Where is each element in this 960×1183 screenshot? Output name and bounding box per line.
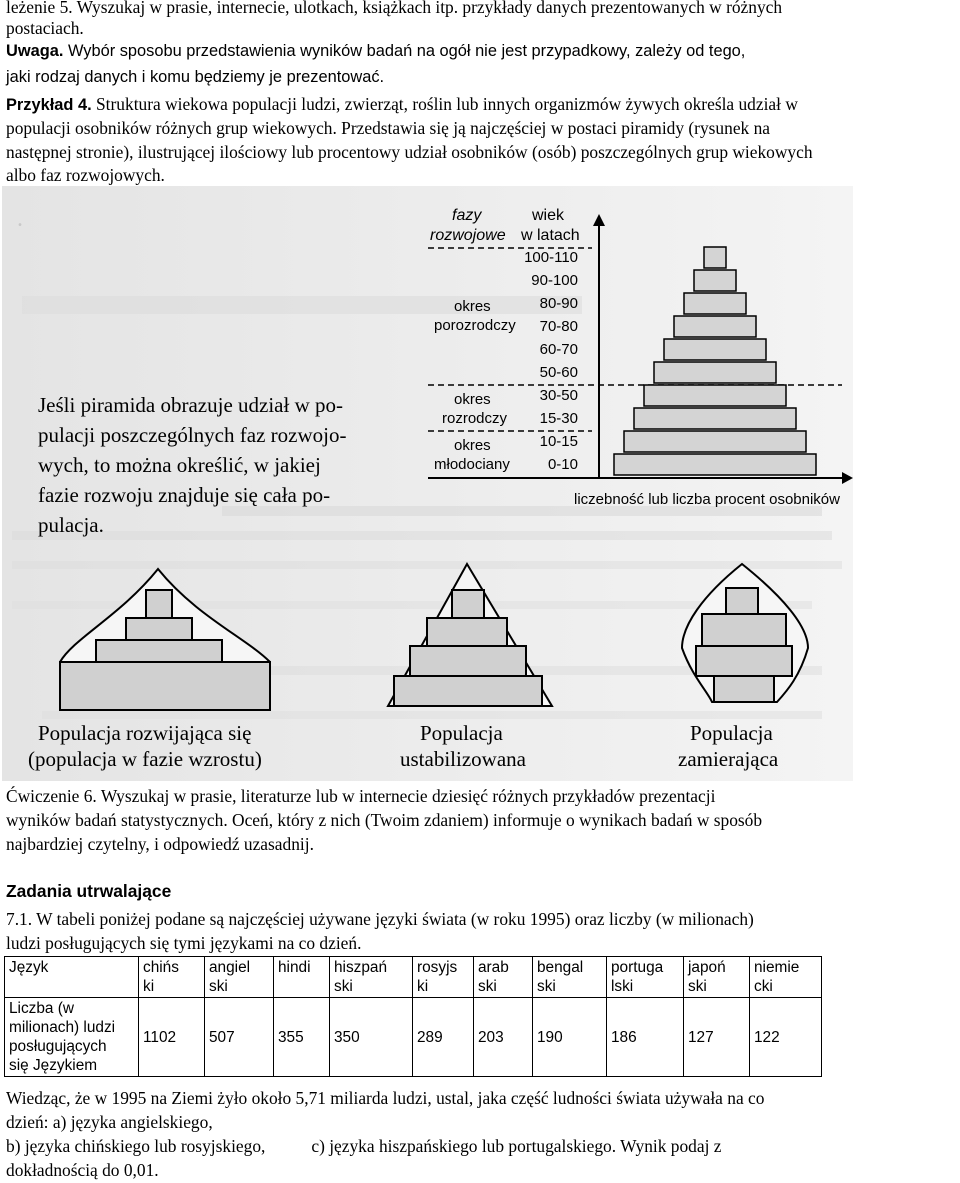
x-axis-label: liczebność lub liczba procent osobników <box>574 491 840 508</box>
table-header-cell <box>205 957 274 998</box>
row-label-line: milionach) ludzi <box>9 1019 116 1036</box>
language-name-line: angiel <box>209 959 251 976</box>
language-name-line: ki <box>417 978 429 995</box>
age-pyramid-bar <box>674 316 756 337</box>
phase-label-post-2: porozrodczy <box>434 317 516 334</box>
table-cell-value: 127 <box>684 998 750 1077</box>
header-age-label: wiek <box>532 207 565 224</box>
table-cell-value: 190 <box>533 998 607 1077</box>
bleed-through-text: . <box>17 206 23 232</box>
age-pyramid-bar <box>614 454 816 475</box>
language-name-line: chińs <box>143 959 179 976</box>
pyramid-tier <box>146 590 172 618</box>
bleed-through-band <box>22 296 582 314</box>
pyramid-caption: (populacja w fazie wzrostu) <box>28 747 262 771</box>
language-name-line: niemie <box>754 959 800 976</box>
pyramid-caption: Populacja <box>690 721 773 745</box>
table-row <box>5 998 822 1077</box>
bleed-through-band <box>12 561 842 569</box>
table-cell-value: 289 <box>413 998 474 1077</box>
pyramid-caption: zamierająca <box>678 747 779 771</box>
header-phases-label: fazy <box>452 207 482 224</box>
age-group-label: 100-110 <box>524 249 578 266</box>
uwaga-text: Wybór sposobu przedstawienia wyników badań na ogół nie jest przypadkowy, zależy od tego, <box>63 42 746 60</box>
population-pyramid-figure <box>2 186 853 781</box>
paragraph-line: jaki rodzaj danych i komu będziemy je prezentować. <box>6 68 385 86</box>
pyramid-tier <box>702 614 786 646</box>
przyklad-paragraph <box>6 93 798 116</box>
table-cell-value: 122 <box>750 998 822 1077</box>
age-group-label: 10-15 <box>539 433 578 450</box>
pyramid-tier <box>696 646 792 676</box>
age-pyramid-bar <box>684 293 746 314</box>
languages-table <box>4 956 822 1077</box>
header-phases-label-2: rozwojowe <box>430 227 506 244</box>
language-name-line: ski <box>537 978 556 995</box>
language-name-line: japoń <box>688 959 726 976</box>
age-group-label: 70-80 <box>539 318 578 335</box>
paragraph-line: Wiedząc, że w 1995 na Ziemi żyło około 5,71 miliarda ludzi, ustal, jaka część ludności świata używała na co <box>6 1088 765 1108</box>
paragraph-line: leżenie 5. Wyszukaj w prasie, internecie, ulotkach, książkach itp. przykłady danych prezentowanych w różnych <box>6 0 783 17</box>
pyramid-tier <box>410 646 526 676</box>
figure-caption-line: wych, to można określić, w jakiej <box>38 453 321 477</box>
figure-caption-line: Jeśli piramida obrazuje udział w po- <box>38 393 343 417</box>
section-heading: Zadania utrwalające <box>6 881 172 901</box>
row-label-line: Liczba (w <box>9 1000 75 1017</box>
language-name-line: hiszpań <box>334 959 388 976</box>
paragraph-line: postaciach. <box>6 18 84 38</box>
uwaga-paragraph <box>6 40 745 62</box>
table-cell-value: 1102 <box>139 998 205 1077</box>
figure-caption-line: fazie rozwoju znajduje się cała po- <box>38 483 331 507</box>
text-fragment: dzień: <box>6 1112 53 1132</box>
table-header-cell <box>750 957 822 998</box>
table-cell-value: 350 <box>330 998 413 1077</box>
task-7-1-line: 7.1. W tabeli poniżej podane są najczęściej używane języki świata (w roku 1995) oraz liczby (w milionach) <box>6 909 754 929</box>
language-name-line: hindi <box>278 959 311 976</box>
pyramid-caption: ustabilizowana <box>400 747 526 771</box>
paragraph-line: wyników badań statystycznych. Oceń, który z nich (Twoim zdaniem) informuje o wynikach badań w sposób <box>6 810 763 830</box>
pyramid-tier <box>394 676 542 706</box>
paragraph-line: populacji osobników różnych grup wiekowych. Przedstawia się ją najczęściej w postaci piramidy (rysunek na <box>6 118 770 138</box>
age-pyramid-bar <box>634 408 796 429</box>
table-header-cell <box>607 957 684 998</box>
language-name-line: arab <box>478 959 509 976</box>
paragraph-line: najbardziej czytelny, i odpowiedź uzasadnij. <box>6 834 314 854</box>
bleed-through-band <box>12 531 832 540</box>
przyklad-text: Struktura wiekowa populacji ludzi, zwierząt, roślin lub innych organizmów żywych określa udział w <box>91 94 798 114</box>
table-row-label <box>5 998 139 1077</box>
phase-label-young: okres <box>454 437 491 454</box>
figure-svg <box>2 186 853 781</box>
table-header-row <box>5 957 822 998</box>
table-cell-value: 186 <box>607 998 684 1077</box>
age-pyramid-bar <box>664 339 766 360</box>
language-name-line: rosyjs <box>417 959 458 976</box>
language-name-line: ki <box>143 978 155 995</box>
age-pyramid-bar <box>654 362 776 383</box>
phase-label-repro: okres <box>454 391 491 408</box>
table-header-cell <box>330 957 413 998</box>
figure-caption-line: pulacji poszczególnych faz rozwojo- <box>38 423 347 447</box>
table-header-cell <box>413 957 474 998</box>
paragraph-line: albo faz rozwojowych. <box>6 165 165 185</box>
table-header-cell <box>684 957 750 998</box>
age-group-label: 80-90 <box>539 295 578 312</box>
paragraph-line: dokładnością do 0,01. <box>6 1160 159 1180</box>
pyramid-tier <box>726 588 758 614</box>
age-group-label: 50-60 <box>539 364 578 381</box>
pyramid-tier <box>96 640 222 662</box>
age-group-label: 15-30 <box>539 410 578 427</box>
age-pyramid-bar <box>624 431 806 452</box>
pyramid-tier <box>452 590 484 618</box>
figure-caption-line: pulacja. <box>38 513 104 537</box>
language-name-line: ski <box>478 978 497 995</box>
cwiczenie-6-line: Ćwiczenie 6. Wyszukaj w prasie, literaturze lub w internecie dziesięć różnych przykładów prezentacji <box>6 786 716 806</box>
table-header-cell <box>474 957 533 998</box>
paragraph-line <box>6 1135 721 1157</box>
table-cell-value: 507 <box>205 998 274 1077</box>
pyramid-caption: Populacja rozwijająca się <box>38 721 252 745</box>
option-c: c) języka hiszpańskiego lub portugalskiego. Wynik podaj z <box>311 1136 722 1156</box>
paragraph-line: następnej stronie), ilustrującej ilościowy lub procentowy udział osobników (osób) poszczególnych grup wiekowych <box>6 142 813 162</box>
phase-label-repro-2: rozrodczy <box>442 410 508 427</box>
bleed-through-band <box>42 711 822 719</box>
language-name-line: portuga <box>611 959 664 976</box>
uwaga-label: Uwaga. <box>6 42 64 60</box>
age-pyramid-bar <box>704 247 726 268</box>
table-header-cell: Język <box>5 957 139 998</box>
language-name-line: ski <box>334 978 353 995</box>
pyramid-caption: Populacja <box>420 721 503 745</box>
pyramid-tier <box>60 662 270 710</box>
pyramid-tier <box>714 676 774 702</box>
table-cell-value: 203 <box>474 998 533 1077</box>
table-header-cell <box>533 957 607 998</box>
age-group-label: 30-50 <box>539 387 578 404</box>
phase-label-young-2: młodociany <box>434 456 510 473</box>
phase-label-post: okres <box>454 298 491 315</box>
option-a: a) języka angielskiego, <box>52 1112 213 1132</box>
paragraph-line <box>6 1111 213 1133</box>
language-name-line: bengal <box>537 959 584 976</box>
language-name-line: ski <box>688 978 707 995</box>
language-name-line: ski <box>209 978 228 995</box>
language-name-line: cki <box>754 978 773 995</box>
header-age-label-2: w latach <box>521 227 580 244</box>
age-group-label: 90-100 <box>531 272 578 289</box>
przyklad-label: Przykład 4. <box>6 96 92 114</box>
option-b: b) języka chińskiego lub rosyjskiego, <box>6 1136 266 1156</box>
pyramid-tier <box>427 618 507 646</box>
age-group-label: 0-10 <box>547 456 578 473</box>
pyramid-tier <box>126 618 192 640</box>
age-pyramid-bar <box>694 270 736 291</box>
paragraph-line: ludzi posługujących się tymi językami na co dzień. <box>6 933 362 953</box>
language-name-line: lski <box>611 978 634 995</box>
age-pyramid-bar <box>644 385 786 406</box>
table-header-cell <box>274 957 330 998</box>
age-group-label: 60-70 <box>539 341 578 358</box>
row-label-line: posługujących <box>9 1038 107 1055</box>
row-label-line: się Językiem <box>9 1057 98 1074</box>
table-cell-value: 355 <box>274 998 330 1077</box>
table-header-cell <box>139 957 205 998</box>
language-name-line <box>278 977 325 996</box>
